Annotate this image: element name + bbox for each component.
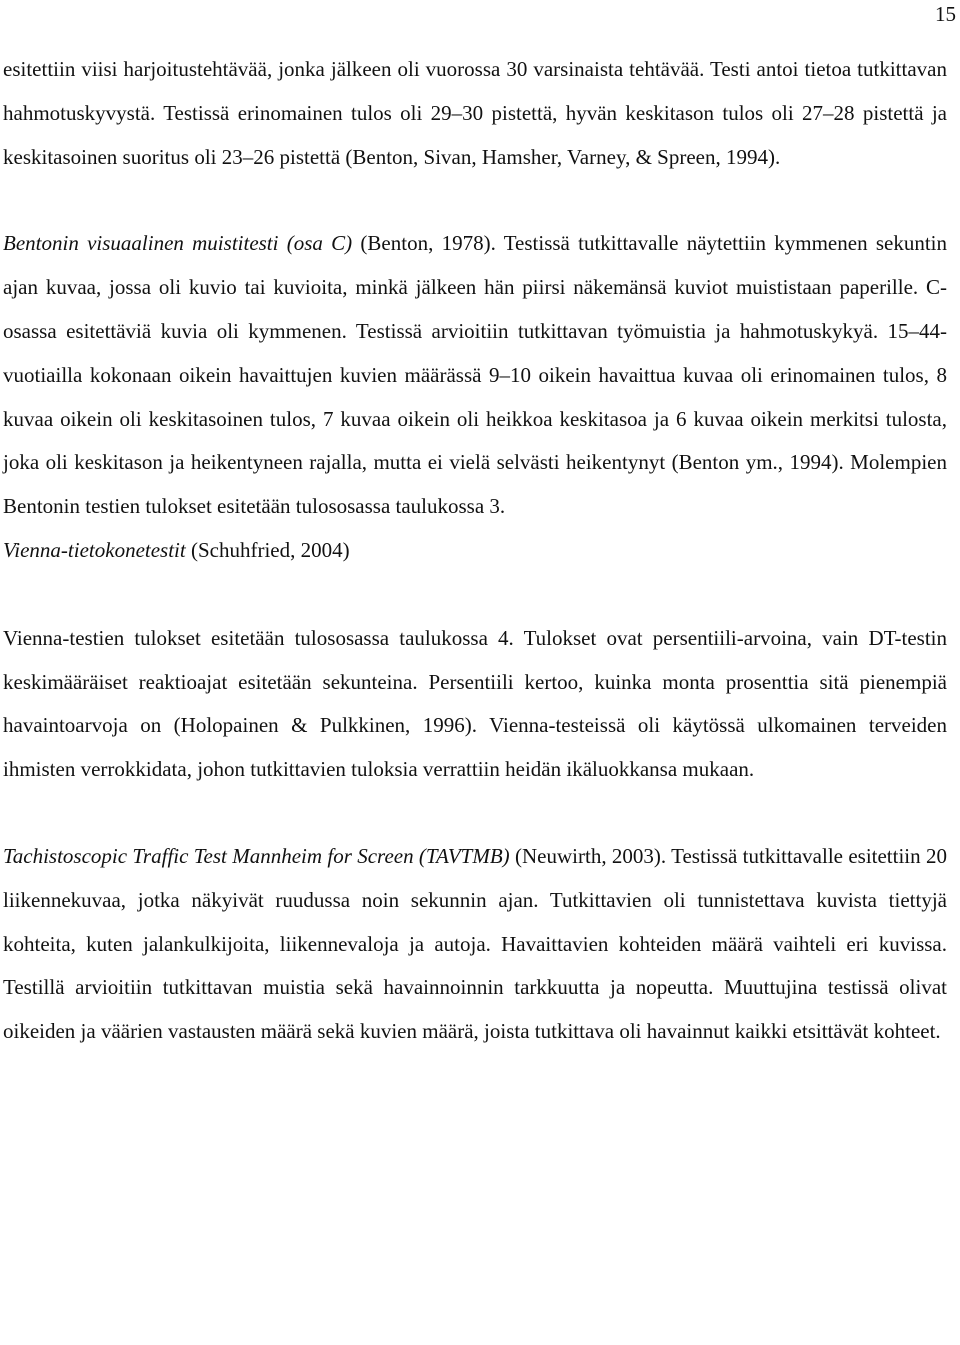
benton-memory-test-title: Bentonin visuaalinen muistitesti (osa C) [3, 231, 353, 256]
paragraph-vienna-results: Vienna-testien tulokset esitetään tulososassa taulukossa 4. Tulokset ovat persentiili-arvoina, vain DT-testin keskimääräiset reaktioajat esitetään sekunteina. Persentiili kertoo, kuinka monta prosenttia sitä pienempiä havaintoarvoja on (Holopainen & Pulkkinen, 1996). Vienna-testeissä oli käytössä ulkomainen terveiden ihmisten verrokkidata, johon tutkittavien tuloksia verrattiin heidän ikäluokkansa mukaan. [3, 625, 947, 782]
vienna-tests-title: Vienna-tietokonetestit [3, 537, 186, 562]
tavtmb-body: (Neuwirth, 2003). Testissä tutkittavalle esitettiin 20 liikennekuvaa, jotka näkyivät ruudussa noin sekunnin ajan. Tutkittavien oli tunnistettava kuvista tiettyjä kohteita, kuten jalankulkijoita, liikennevaloja ja autoja. Havaittavien kohteiden määrä vaihteli eri kuvissa. Testillä arvioitiin tutkittavan muistia sekä havainnoinnin tarkkuutta ja nopeutta. Muuttujina testissä olivat oikeiden ja väärien vastausten määrä sekä kuvien määrä, joista tutkittava oli havainnut kaikki etsittävät kohteet. [3, 843, 947, 1044]
document-body [3, 48, 947, 1054]
page-number: 15 [935, 2, 956, 26]
vienna-tests-citation: (Schuhfried, 2004) [185, 537, 350, 562]
paragraph-1: esitettiin viisi harjoitustehtävää, jonka jälkeen oli vuorossa 30 varsinaista tehtävää. Testi antoi tietoa tutkittavan hahmotuskyvystä. Testissä erinomainen tulos oli 29–30 pistettä, hyvän keskitason tulos oli 27–28 pistettä ja keskitasoinen suoritus oli 23–26 pistettä (Benton, Sivan, Hamsher, Varney, & Spreen, 1994). [3, 57, 947, 169]
paragraph-benton-memory-test [3, 222, 947, 529]
paragraph-tavtmb [3, 835, 947, 1054]
paragraph-vienna-heading [3, 529, 947, 573]
tavtmb-title: Tachistoscopic Traffic Test Mannheim for Screen (TAVTMB) [3, 843, 510, 868]
benton-memory-test-body: (Benton, 1978). Testissä tutkittavalle näytettiin kymmenen sekuntin ajan kuvaa, jossa oli kuvio tai kuvioita, minkä jälkeen hän piirsi näkemänsä kuviot muististaan paperille. C-osassa esitettäviä kuvia oli kymmenen. Testissä arvioitiin tutkittavan työmuistia ja hahmotuskykyä. 15–44-vuotiailla kokonaan oikein havaittujen kuvien määrässä 9–10 oikein havaittua kuvaa oli erinomainen tulos, 8 kuvaa oikein oli keskitasoinen tulos, 7 kuvaa oikein oli heikkoa keskitasoa ja 6 kuvaa oikein merkitsi tulosta, joka oli keskitason ja heikentyneen rajalla, mutta ei vielä selvästi heikentynyt (Benton ym., 1994). Molempien Bentonin testien tulokset esitetään tulososassa taulukossa 3. [3, 231, 947, 519]
